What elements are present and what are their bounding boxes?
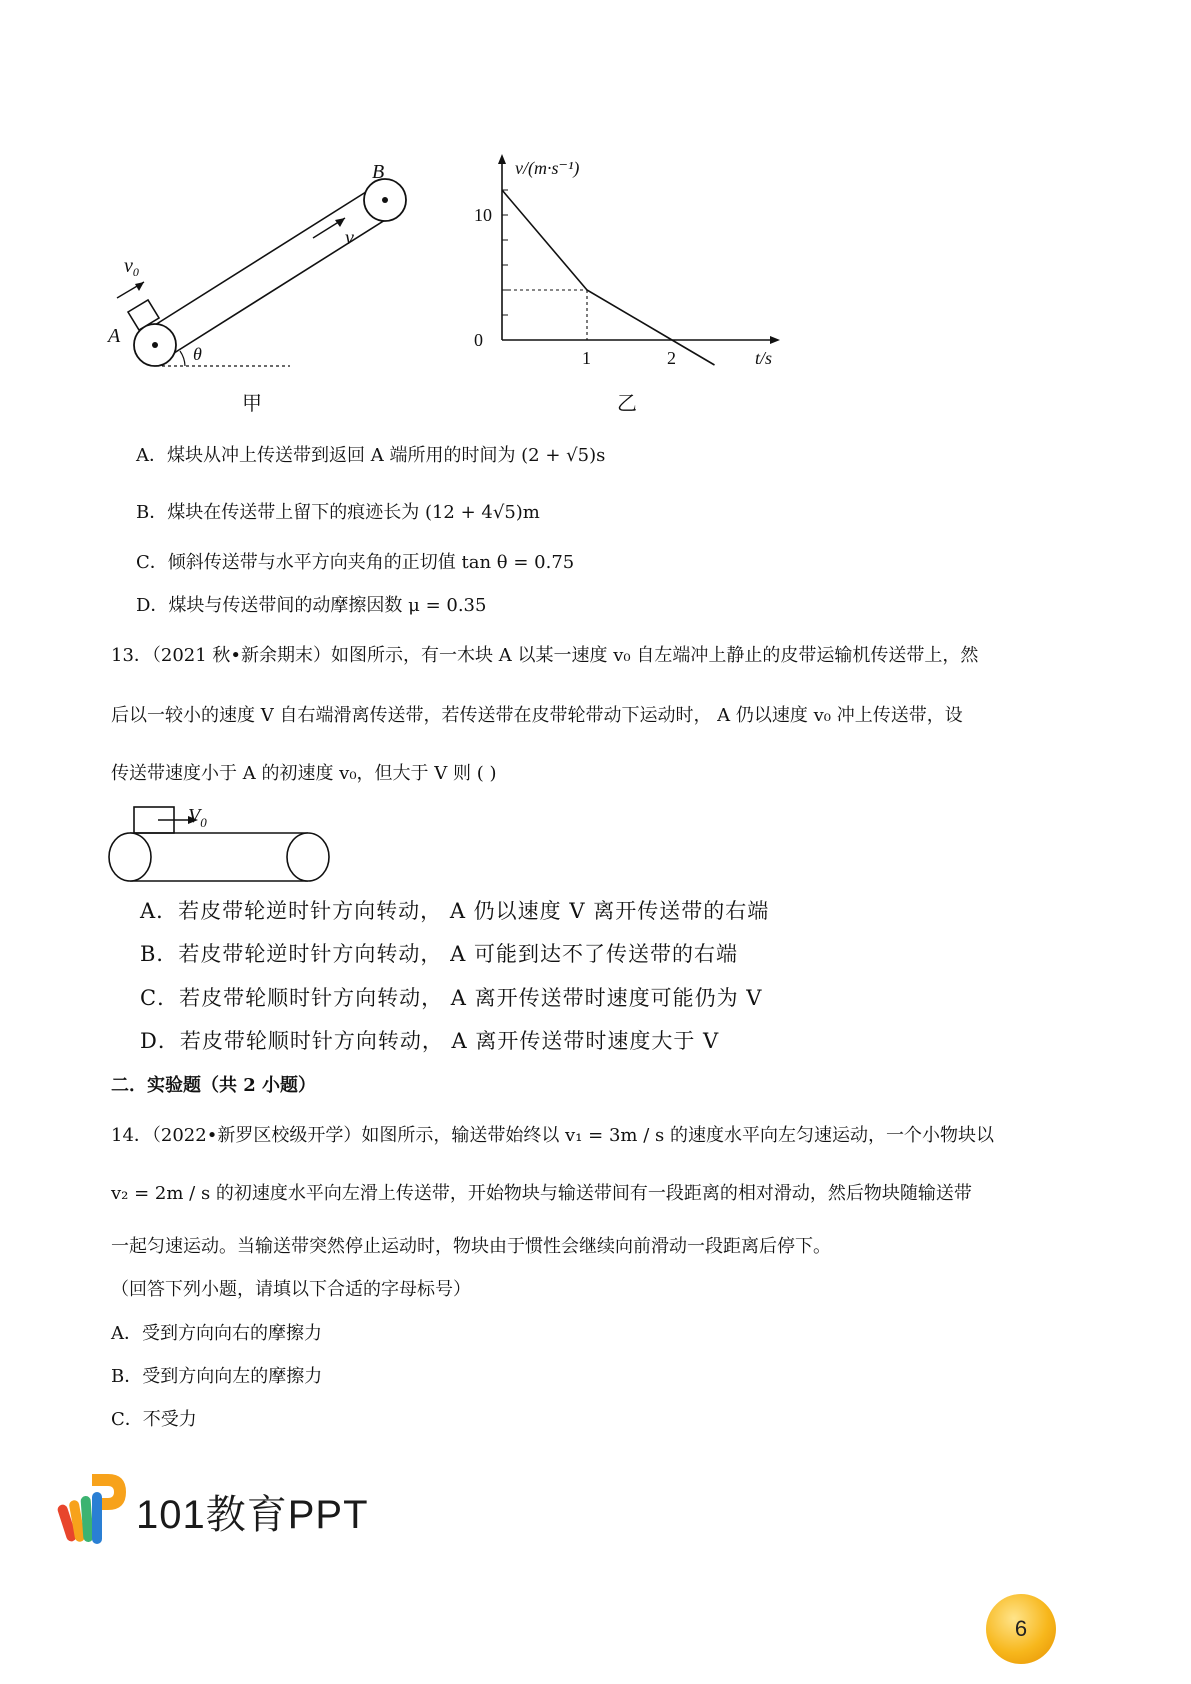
y-axis-label: v/(m·s⁻¹) bbox=[515, 158, 580, 178]
figure-yi-vt-graph bbox=[470, 150, 800, 390]
label-v0: $v_0$ bbox=[124, 255, 139, 279]
q13-label-V0: $V_0$ bbox=[188, 805, 207, 830]
belt-top-line bbox=[147, 185, 377, 330]
q14-option-b: B．受到方向向左的摩擦力 bbox=[111, 1366, 323, 1387]
label-B: B bbox=[372, 161, 385, 183]
q13-line-2: 后以一较小的速度 V 自右端滑离传送带，若传送带在皮带轮带动下运动时， A 仍以速度 v₀ 冲上传送带，设 bbox=[111, 705, 963, 726]
q13-conveyor-figure bbox=[108, 800, 328, 890]
y-tick-label: 10 bbox=[474, 205, 492, 225]
q13-option-d: D．若皮带轮顺时针方向转动， A 离开传送带时速度大于 V bbox=[140, 1029, 720, 1053]
belt-bottom-line bbox=[163, 215, 393, 360]
caption-yi: 乙 bbox=[617, 391, 637, 415]
logo-text: 101教育PPT bbox=[136, 1493, 369, 1537]
q13-left-pulley bbox=[109, 833, 151, 881]
label-v: v bbox=[345, 227, 354, 249]
label-theta: θ bbox=[193, 344, 202, 364]
velocity-line bbox=[502, 190, 715, 365]
q12-option-a: A．煤块从冲上传送带到返回 A 端所用的时间为 (2 + √5)s bbox=[136, 445, 606, 466]
q12-option-b: B．煤块在传送带上留下的痕迹长为 (12 + 4√5)m bbox=[136, 502, 540, 523]
q14-option-c: C．不受力 bbox=[111, 1409, 197, 1430]
q14-option-a: A．受到方向向右的摩擦力 bbox=[111, 1323, 322, 1344]
q14-line-1: 14．（2022•新罗区校级开学）如图所示，输送带始终以 v₁ = 3m / s 的速度水平向左匀速运动，一个小物块以 bbox=[111, 1125, 994, 1146]
q13-option-b: B．若皮带轮逆时针方向转动， A 可能到达不了传送带的右端 bbox=[140, 942, 738, 966]
x-axis-label: t/s bbox=[755, 348, 773, 368]
q12-option-d: D．煤块与传送带间的动摩擦因数 μ = 0.35 bbox=[136, 595, 487, 616]
x-tick-label: 2 bbox=[667, 348, 676, 368]
x-tick-label: 1 bbox=[582, 348, 591, 368]
label-A: A bbox=[108, 325, 121, 347]
q13-line-1: 13．（2021 秋•新余期末）如图所示，有一木块 A 以某一速度 v₀ 自左端冲上静止的皮带运输机传送带上，然 bbox=[111, 645, 979, 666]
q12-option-c: C．倾斜传送带与水平方向夹角的正切值 tan θ = 0.75 bbox=[136, 552, 575, 573]
q13-option-a: A．若皮带轮逆时针方向转动， A 仍以速度 V 离开传送带的右端 bbox=[140, 899, 770, 923]
page-number: 6 bbox=[1014, 1616, 1028, 1641]
q13-right-pulley bbox=[287, 833, 329, 881]
q13-option-c: C．若皮带轮顺时针方向转动， A 离开传送带时速度可能仍为 V bbox=[140, 986, 763, 1010]
q14-line-3: 一起匀速运动。当输送带突然停止运动时，物块由于惯性会继续向前滑动一段距离后停下。 bbox=[111, 1236, 831, 1257]
figure-jia-conveyor bbox=[100, 160, 420, 410]
q14-line-2: v₂ = 2m / s 的初速度水平向左滑上传送带，开始物块与输送带间有一段距离的相对滑动，然后物块随输送带 bbox=[111, 1183, 972, 1204]
q13-line-3: 传送带速度小于 A 的初速度 v₀，但大于 V 则 ( ) bbox=[111, 763, 497, 784]
q14-line-4: （回答下列小题，请填以下合适的字母标号） bbox=[111, 1279, 471, 1300]
logo-icon bbox=[58, 1470, 128, 1550]
page-number-badge bbox=[986, 1594, 1056, 1664]
y-tick-label: 0 bbox=[474, 330, 483, 350]
caption-jia: 甲 bbox=[242, 391, 262, 415]
section-2-heading: 二．实验题（共 2 小题） bbox=[111, 1075, 317, 1096]
